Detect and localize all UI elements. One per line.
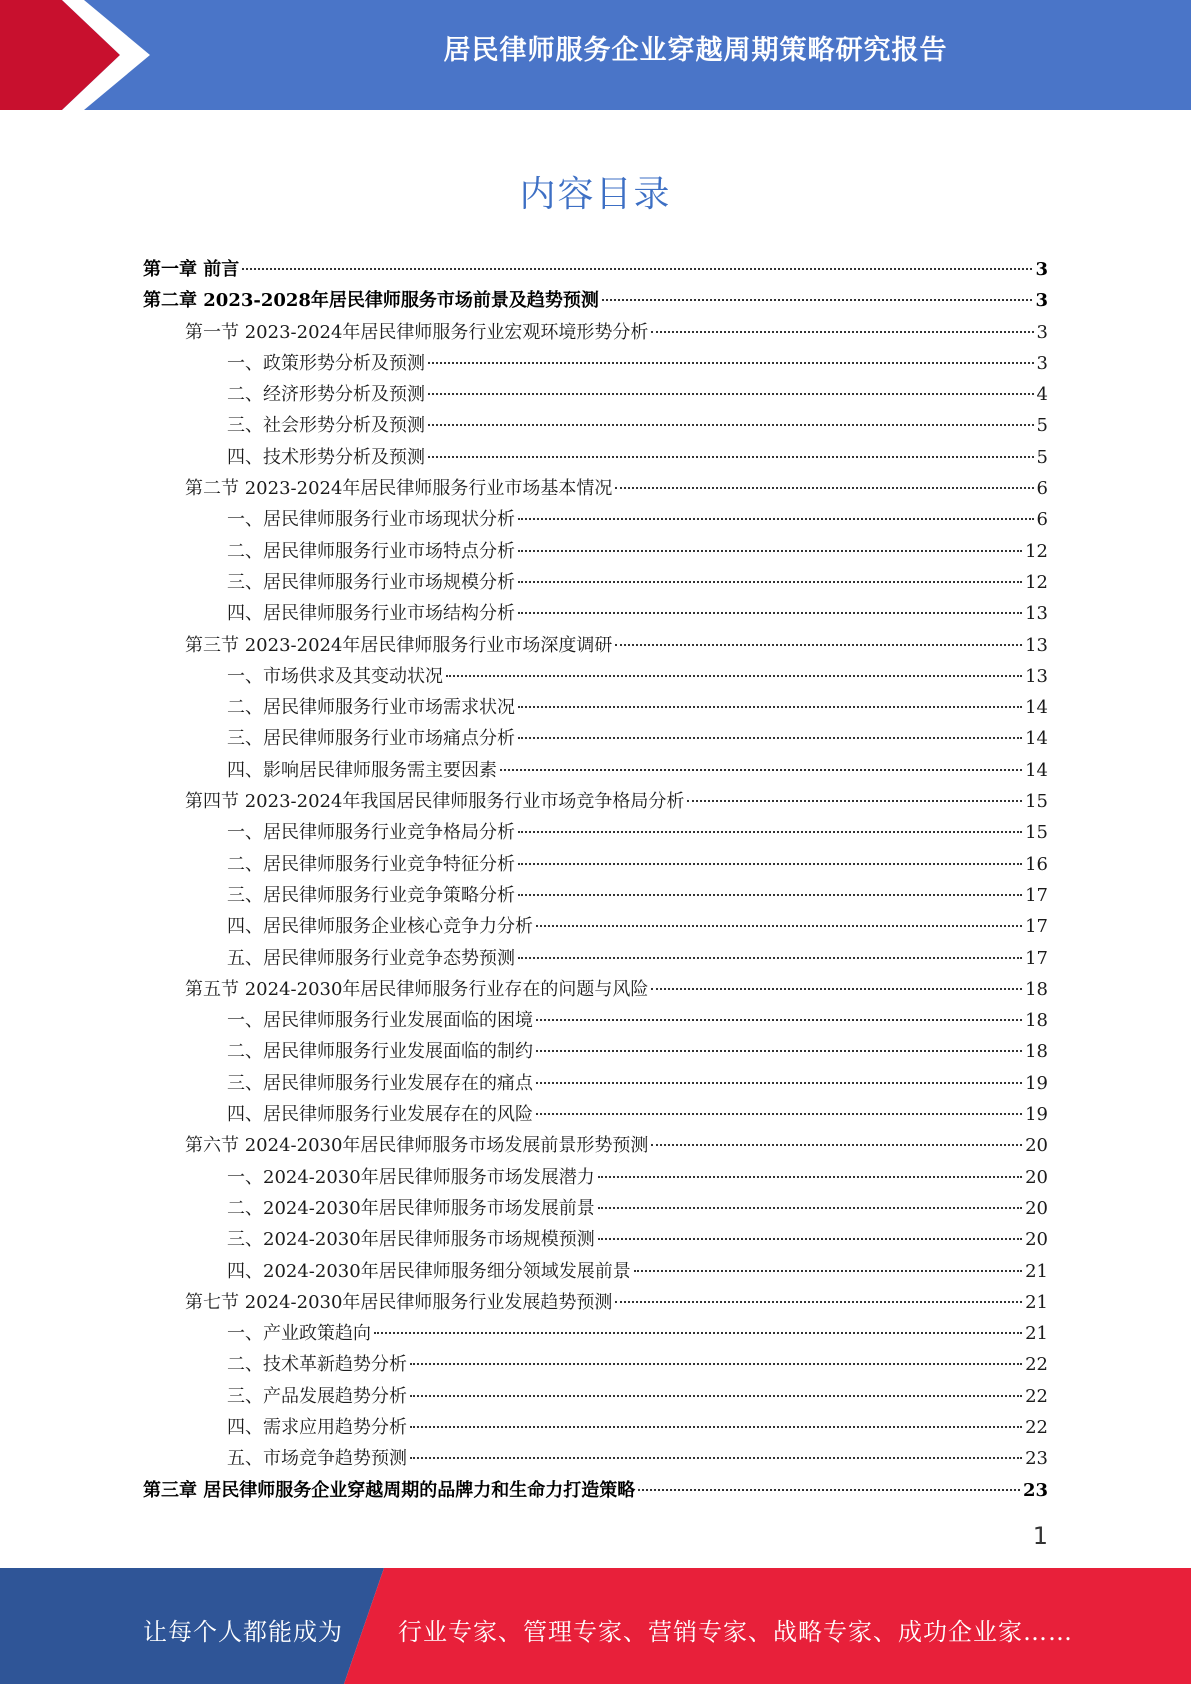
toc-dot-leader bbox=[536, 925, 1022, 927]
toc-entry-page: 19 bbox=[1025, 1072, 1048, 1094]
toc-entry-title: 三、居民律师服务行业市场规模分析 bbox=[227, 571, 515, 593]
toc-entry-page: 20 bbox=[1025, 1135, 1048, 1157]
toc-dot-leader bbox=[518, 863, 1022, 865]
toc-entry[interactable] bbox=[143, 1036, 1048, 1067]
toc-dot-leader bbox=[536, 1113, 1022, 1115]
toc-entry-page: 15 bbox=[1025, 822, 1048, 844]
toc-entry-title: 二、居民律师服务行业发展面临的制约 bbox=[227, 1041, 533, 1063]
toc-entry-page: 23 bbox=[1025, 1448, 1048, 1470]
toc-dot-leader bbox=[428, 393, 1034, 395]
toc-dot-leader bbox=[518, 706, 1022, 708]
toc-entry-page: 20 bbox=[1025, 1229, 1048, 1251]
toc-dot-leader bbox=[634, 1270, 1022, 1272]
toc-dot-leader bbox=[598, 1238, 1022, 1240]
toc-entry-page: 18 bbox=[1025, 1010, 1048, 1032]
footer-slogan-left: 让每个人都能成为 bbox=[143, 1618, 343, 1646]
toc-entry-page: 13 bbox=[1025, 634, 1048, 656]
toc-dot-leader bbox=[518, 737, 1022, 739]
page-number: 1 bbox=[1032, 1522, 1048, 1550]
toc-entry-title: 二、居民律师服务行业竞争特征分析 bbox=[227, 853, 515, 875]
toc-entry[interactable] bbox=[143, 598, 1048, 629]
toc-entry[interactable] bbox=[143, 1193, 1048, 1224]
toc-dot-leader bbox=[410, 1395, 1022, 1397]
toc-entry[interactable] bbox=[143, 254, 1048, 285]
toc-entry-title: 一、产业政策趋向 bbox=[227, 1323, 371, 1345]
toc-entry[interactable] bbox=[143, 317, 1048, 348]
toc-dot-leader bbox=[410, 1363, 1022, 1365]
toc-dot-leader bbox=[651, 988, 1022, 990]
toc-entry-title: 三、居民律师服务行业市场痛点分析 bbox=[227, 728, 515, 750]
toc-entry[interactable] bbox=[143, 1381, 1048, 1412]
toc-entry[interactable] bbox=[143, 1005, 1048, 1036]
toc-entry[interactable] bbox=[143, 1256, 1048, 1287]
toc-dot-leader bbox=[638, 1489, 1020, 1491]
toc-entry[interactable] bbox=[143, 567, 1048, 598]
toc-entry-page: 3 bbox=[1035, 259, 1048, 280]
toc-entry[interactable] bbox=[143, 723, 1048, 754]
toc-dot-leader bbox=[428, 362, 1034, 364]
toc-entry-title: 三、2024-2030年居民律师服务市场规模预测 bbox=[227, 1229, 595, 1251]
toc-dot-leader bbox=[615, 1301, 1022, 1303]
toc-entry[interactable] bbox=[143, 1287, 1048, 1318]
toc-dot-leader bbox=[518, 518, 1034, 520]
toc-entry-page: 22 bbox=[1025, 1416, 1048, 1438]
toc-entry-title: 一、市场供求及其变动状况 bbox=[227, 665, 443, 687]
toc-entry-title: 五、居民律师服务行业竞争态势预测 bbox=[227, 947, 515, 969]
toc-entry-title: 第四节 2023-2024年我国居民律师服务行业市场竞争格局分析 bbox=[185, 791, 685, 813]
toc-dot-leader bbox=[518, 581, 1022, 583]
toc-entry[interactable] bbox=[143, 1224, 1048, 1255]
toc-entry[interactable] bbox=[143, 504, 1048, 535]
toc-entry[interactable] bbox=[143, 348, 1048, 379]
toc-dot-leader bbox=[651, 1144, 1022, 1146]
toc-dot-leader bbox=[518, 894, 1022, 896]
toc-entry[interactable] bbox=[143, 661, 1048, 692]
toc-entry-page: 13 bbox=[1025, 665, 1048, 687]
table-of-contents bbox=[143, 254, 1048, 1506]
toc-entry-title: 四、影响居民律师服务需主要因素 bbox=[227, 759, 497, 781]
toc-entry-title: 三、居民律师服务行业竞争策略分析 bbox=[227, 884, 515, 906]
toc-dot-leader bbox=[651, 331, 1033, 333]
toc-dot-leader bbox=[410, 1457, 1022, 1459]
toc-dot-leader bbox=[374, 1332, 1022, 1334]
toc-heading: 内容目录 bbox=[519, 174, 672, 215]
toc-entry-page: 17 bbox=[1025, 916, 1048, 938]
toc-entry-title: 第五节 2024-2030年居民律师服务行业存在的问题与风险 bbox=[185, 978, 649, 1000]
toc-entry[interactable] bbox=[143, 943, 1048, 974]
toc-entry[interactable] bbox=[143, 755, 1048, 786]
toc-entry-title: 第七节 2024-2030年居民律师服务行业发展趋势预测 bbox=[185, 1291, 613, 1313]
toc-dot-leader bbox=[500, 769, 1022, 771]
header-band bbox=[0, 0, 1191, 110]
toc-entry-title: 四、居民律师服务企业核心竞争力分析 bbox=[227, 916, 533, 938]
toc-entry-title: 四、2024-2030年居民律师服务细分领域发展前景 bbox=[227, 1260, 631, 1282]
toc-entry-title: 第三章 居民律师服务企业穿越周期的品牌力和生命力打造策略 bbox=[143, 1479, 636, 1501]
toc-entry-title: 第一章 前言 bbox=[143, 259, 240, 280]
toc-dot-leader bbox=[536, 1050, 1022, 1052]
toc-entry-title: 四、需求应用趋势分析 bbox=[227, 1416, 407, 1438]
toc-dot-leader bbox=[602, 299, 1033, 301]
footer-slogan-right: 行业专家、管理专家、营销专家、战略专家、成功企业家…… bbox=[398, 1618, 1073, 1646]
toc-dot-leader bbox=[536, 1019, 1022, 1021]
toc-entry[interactable] bbox=[143, 1099, 1048, 1130]
toc-entry-page: 22 bbox=[1025, 1385, 1048, 1407]
toc-dot-leader bbox=[687, 800, 1022, 802]
toc-entry-title: 一、居民律师服务行业发展面临的困境 bbox=[227, 1010, 533, 1032]
toc-entry[interactable] bbox=[143, 1068, 1048, 1099]
toc-entry-title: 第二节 2023-2024年居民律师服务行业市场基本情况 bbox=[185, 478, 613, 500]
toc-entry-page: 6 bbox=[1036, 478, 1048, 500]
toc-dot-leader bbox=[536, 1082, 1022, 1084]
toc-entry[interactable] bbox=[143, 473, 1048, 504]
toc-dot-leader bbox=[598, 1176, 1022, 1178]
toc-entry[interactable] bbox=[143, 536, 1048, 567]
toc-entry-page: 6 bbox=[1036, 509, 1048, 531]
toc-entry-page: 3 bbox=[1035, 290, 1048, 312]
toc-entry-title: 二、居民律师服务行业市场特点分析 bbox=[227, 540, 515, 562]
toc-entry-title: 二、居民律师服务行业市场需求状况 bbox=[227, 697, 515, 719]
toc-entry[interactable] bbox=[143, 285, 1048, 316]
toc-entry-page: 20 bbox=[1025, 1197, 1048, 1219]
toc-dot-leader bbox=[428, 424, 1034, 426]
toc-dot-leader bbox=[518, 957, 1022, 959]
toc-entry-title: 第二章 2023-2028年居民律师服务市场前景及趋势预测 bbox=[143, 290, 599, 312]
toc-entry-title: 第六节 2024-2030年居民律师服务市场发展前景形势预测 bbox=[185, 1135, 649, 1157]
toc-entry-page: 16 bbox=[1025, 853, 1048, 875]
toc-entry-page: 4 bbox=[1036, 384, 1048, 406]
toc-entry-page: 18 bbox=[1025, 978, 1048, 1000]
toc-entry[interactable] bbox=[143, 974, 1048, 1005]
toc-entry[interactable] bbox=[143, 1443, 1048, 1474]
toc-entry-page: 21 bbox=[1025, 1260, 1048, 1282]
footer-band bbox=[0, 1568, 1191, 1684]
toc-entry[interactable] bbox=[143, 911, 1048, 942]
toc-entry-page: 23 bbox=[1022, 1479, 1048, 1501]
toc-entry-title: 第一节 2023-2024年居民律师服务行业宏观环境形势分析 bbox=[185, 321, 649, 343]
toc-entry[interactable] bbox=[143, 379, 1048, 410]
toc-entry[interactable] bbox=[143, 1318, 1048, 1349]
toc-dot-leader bbox=[518, 550, 1022, 552]
toc-entry[interactable] bbox=[143, 849, 1048, 880]
toc-entry-page: 21 bbox=[1025, 1323, 1048, 1345]
toc-entry-title: 二、技术革新趋势分析 bbox=[227, 1354, 407, 1376]
toc-dot-leader bbox=[615, 487, 1033, 489]
toc-entry-page: 3 bbox=[1036, 352, 1048, 374]
toc-entry[interactable] bbox=[143, 880, 1048, 911]
toc-entry-title: 三、居民律师服务行业发展存在的痛点 bbox=[227, 1072, 533, 1094]
toc-entry-title: 二、经济形势分析及预测 bbox=[227, 384, 425, 406]
toc-entry-title: 四、技术形势分析及预测 bbox=[227, 446, 425, 468]
toc-entry-title: 五、市场竞争趋势预测 bbox=[227, 1448, 407, 1470]
toc-entry-page: 12 bbox=[1025, 571, 1048, 593]
toc-entry[interactable] bbox=[143, 1475, 1048, 1506]
toc-dot-leader bbox=[615, 644, 1022, 646]
toc-entry-page: 15 bbox=[1025, 791, 1048, 813]
toc-entry-page: 14 bbox=[1025, 728, 1048, 750]
toc-entry-page: 14 bbox=[1025, 697, 1048, 719]
toc-entry-page: 5 bbox=[1036, 446, 1048, 468]
toc-dot-leader bbox=[242, 268, 1032, 270]
toc-entry-page: 5 bbox=[1036, 415, 1048, 437]
toc-dot-leader bbox=[446, 675, 1022, 677]
toc-entry-title: 一、2024-2030年居民律师服务市场发展潜力 bbox=[227, 1166, 595, 1188]
toc-entry-title: 一、居民律师服务行业竞争格局分析 bbox=[227, 822, 515, 844]
toc-entry-title: 二、2024-2030年居民律师服务市场发展前景 bbox=[227, 1197, 595, 1219]
toc-entry-title: 三、产品发展趋势分析 bbox=[227, 1385, 407, 1407]
toc-entry-page: 19 bbox=[1025, 1104, 1048, 1126]
toc-entry-page: 22 bbox=[1025, 1354, 1048, 1376]
toc-entry[interactable] bbox=[143, 1349, 1048, 1380]
toc-entry-page: 21 bbox=[1025, 1291, 1048, 1313]
toc-entry-page: 14 bbox=[1025, 759, 1048, 781]
toc-entry-title: 一、居民律师服务行业市场现状分析 bbox=[227, 509, 515, 531]
toc-entry[interactable] bbox=[143, 410, 1048, 441]
toc-entry-title: 一、政策形势分析及预测 bbox=[227, 352, 425, 374]
toc-entry-page: 17 bbox=[1025, 947, 1048, 969]
toc-dot-leader bbox=[410, 1426, 1022, 1428]
toc-entry-page: 17 bbox=[1025, 884, 1048, 906]
toc-entry[interactable] bbox=[143, 1162, 1048, 1193]
report-title: 居民律师服务企业穿越周期策略研究报告 bbox=[443, 35, 948, 66]
toc-dot-leader bbox=[518, 612, 1022, 614]
toc-entry-page: 12 bbox=[1025, 540, 1048, 562]
toc-entry-title: 四、居民律师服务行业市场结构分析 bbox=[227, 603, 515, 625]
toc-entry[interactable] bbox=[143, 786, 1048, 817]
toc-entry[interactable] bbox=[143, 1412, 1048, 1443]
toc-entry[interactable] bbox=[143, 817, 1048, 848]
toc-dot-leader bbox=[598, 1207, 1022, 1209]
toc-entry-title: 第三节 2023-2024年居民律师服务行业市场深度调研 bbox=[185, 634, 613, 656]
toc-entry-page: 13 bbox=[1025, 603, 1048, 625]
toc-entry-title: 三、社会形势分析及预测 bbox=[227, 415, 425, 437]
toc-entry-page: 3 bbox=[1036, 321, 1048, 343]
toc-entry[interactable] bbox=[143, 442, 1048, 473]
toc-entry-page: 18 bbox=[1025, 1041, 1048, 1063]
toc-dot-leader bbox=[428, 456, 1034, 458]
toc-entry[interactable] bbox=[143, 1130, 1048, 1161]
toc-entry[interactable] bbox=[143, 692, 1048, 723]
toc-dot-leader bbox=[518, 831, 1022, 833]
toc-entry-title: 四、居民律师服务行业发展存在的风险 bbox=[227, 1104, 533, 1126]
toc-entry[interactable] bbox=[143, 630, 1048, 661]
toc-entry-page: 20 bbox=[1025, 1166, 1048, 1188]
